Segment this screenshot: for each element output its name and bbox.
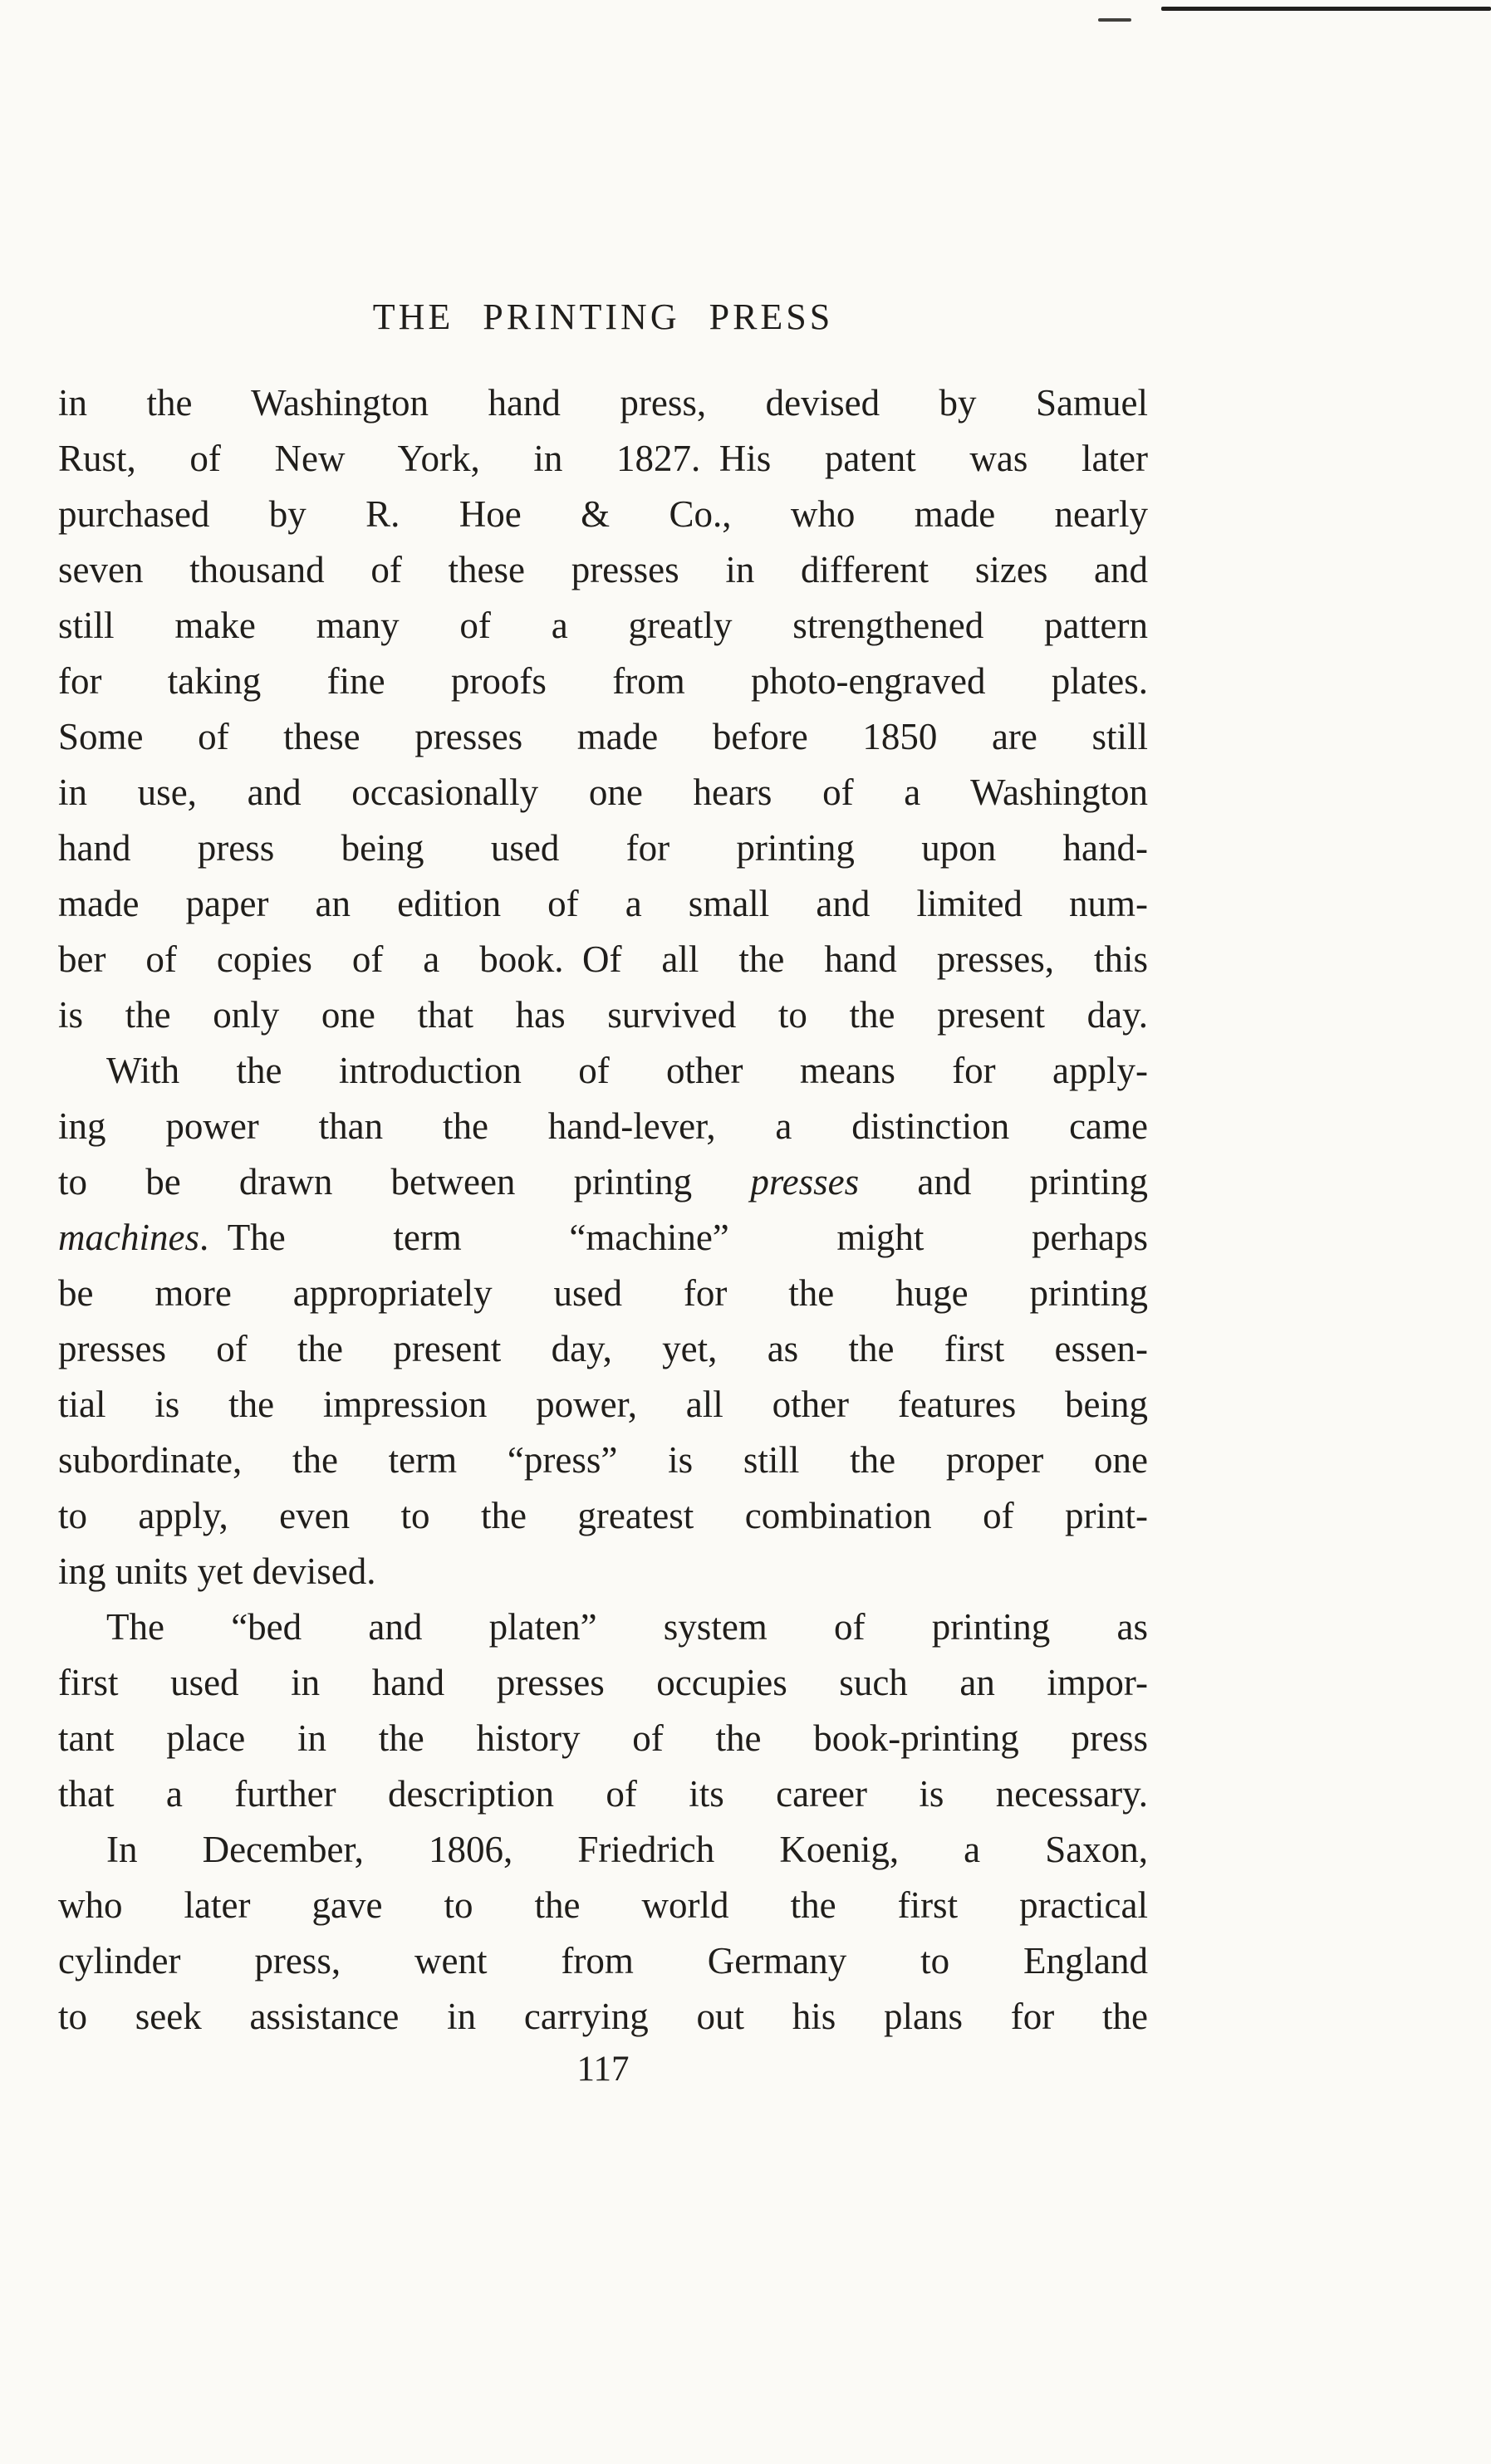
- text-segment: who later gave to the world the first practical: [58, 1884, 1148, 1926]
- text-line: [58, 1655, 1148, 1711]
- text-line: [58, 1544, 1148, 1599]
- text-segment: presses of the present day, yet, as the first essen-: [58, 1328, 1148, 1369]
- text-line: [58, 932, 1148, 987]
- text-segment: The “bed and platen” system of printing as: [106, 1606, 1148, 1648]
- text-segment: With the introduction of other means for apply-: [106, 1050, 1148, 1091]
- text-line: [58, 1711, 1148, 1766]
- text-line: [58, 1766, 1148, 1822]
- text-line: [58, 876, 1148, 932]
- text-segment: hand press being used for printing upon hand-: [58, 827, 1148, 869]
- text-segment: that a further description of its career is necessary.: [58, 1773, 1148, 1815]
- text-line: [58, 1210, 1148, 1266]
- text-line: [58, 987, 1148, 1043]
- text-line: [58, 1321, 1148, 1377]
- text-line: [58, 1488, 1148, 1544]
- text-line: [58, 1377, 1148, 1433]
- text-line: [58, 1989, 1148, 2045]
- text-line: [58, 765, 1148, 821]
- text-line: [58, 1154, 1148, 1210]
- text-segment: and printing: [859, 1161, 1149, 1203]
- text-segment: still make many of a greatly strengthened pattern: [58, 605, 1148, 646]
- text-line: [58, 1266, 1148, 1321]
- text-line: [58, 1433, 1148, 1488]
- running-title: THE PRINTING PRESS: [372, 296, 834, 337]
- scan-artifact-rule: [1161, 7, 1491, 11]
- text-segment: is the only one that has survived to the present day.: [58, 994, 1148, 1036]
- text-segment: ing power than the hand-lever, a distinction came: [58, 1105, 1148, 1147]
- text-segment: to be drawn between printing: [58, 1161, 751, 1203]
- text-segment: for taking fine proofs from photo-engraved plates.: [58, 660, 1148, 702]
- text-segment: Some of these presses made before 1850 are still: [58, 716, 1148, 757]
- text-block: [58, 375, 1148, 2045]
- text-line: [58, 654, 1148, 709]
- text-segment: ing units yet devised.: [58, 1550, 376, 1592]
- text-segment: first used in hand presses occupies such an impor-: [58, 1662, 1148, 1703]
- text-segment: made paper an edition of a small and limited num-: [58, 883, 1148, 924]
- text-segment: subordinate, the term “press” is still the proper one: [58, 1439, 1148, 1481]
- text-segment: In December, 1806, Friedrich Koenig, a Saxon,: [106, 1829, 1148, 1870]
- text-segment: cylinder press, went from Germany to England: [58, 1940, 1148, 1981]
- scan-artifact-dash: [1098, 18, 1131, 22]
- text-line: [58, 1822, 1148, 1878]
- text-segment: to seek assistance in carrying out his plans for the: [58, 1996, 1148, 2037]
- text-segment: seven thousand of these presses in different sizes and: [58, 549, 1148, 590]
- text-segment: ber of copies of a book. Of all the hand presses, this: [58, 938, 1148, 980]
- text-segment: . The term “machine” might perhaps: [199, 1217, 1148, 1258]
- text-line: [58, 1043, 1148, 1099]
- text-segment: Rust, of New York, in 1827. His patent was later: [58, 438, 1148, 479]
- text-line: [58, 709, 1148, 765]
- italic-text: presses: [750, 1161, 860, 1203]
- text-segment: in the Washington hand press, devised by Samuel: [58, 382, 1148, 424]
- text-line: [58, 821, 1148, 876]
- text-segment: be more appropriately used for the huge printing: [58, 1272, 1148, 1314]
- text-line: [58, 431, 1148, 487]
- text-line: [58, 1878, 1148, 1933]
- text-line: [58, 1099, 1148, 1154]
- text-line: [58, 598, 1148, 654]
- text-segment: in use, and occasionally one hears of a Washington: [58, 772, 1148, 813]
- text-line: [58, 487, 1148, 542]
- text-line: [58, 1933, 1148, 1989]
- italic-text: machines: [58, 1217, 199, 1258]
- page-number: 117: [576, 2050, 630, 2089]
- text-segment: to apply, even to the greatest combination of print-: [58, 1495, 1148, 1536]
- text-line: [58, 542, 1148, 598]
- text-segment: purchased by R. Hoe & Co., who made nearly: [58, 493, 1148, 535]
- text-line: [58, 375, 1148, 431]
- text-segment: tial is the impression power, all other features being: [58, 1384, 1148, 1425]
- text-segment: tant place in the history of the book-printing press: [58, 1717, 1148, 1759]
- text-line: [58, 1599, 1148, 1655]
